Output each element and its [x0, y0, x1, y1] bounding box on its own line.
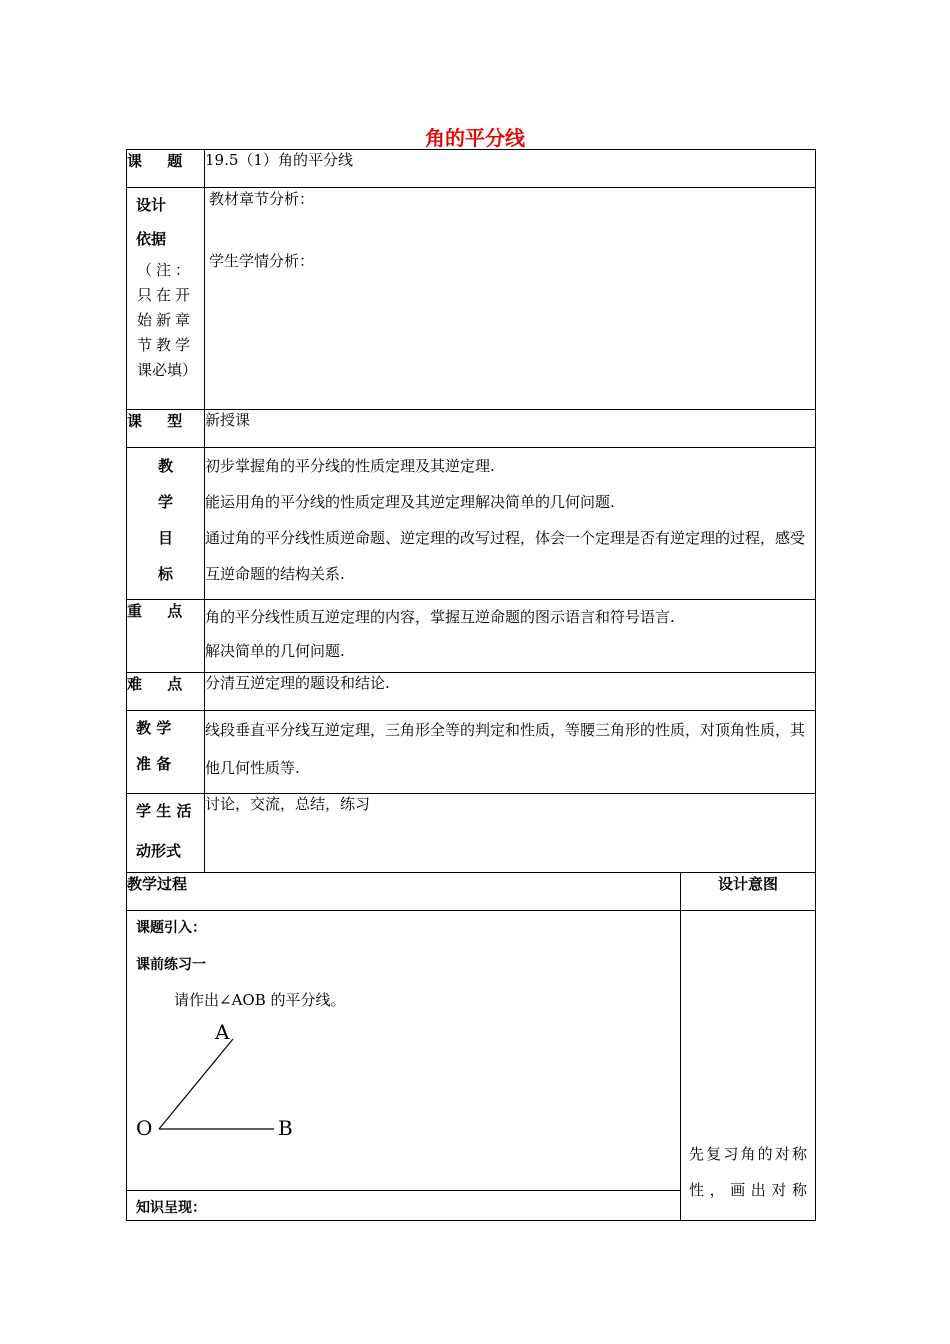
goal-item: 通过角的平分线性质逆命题、逆定理的改写过程，体会一个定理是否有逆定理的过程，感受互逆命题的结构关系.: [205, 529, 806, 583]
lesson-plan-table: [126, 149, 816, 1221]
angle-figure: [127, 911, 681, 1191]
difficulty-content: 分清互逆定理的题设和结论.: [205, 673, 816, 711]
difficulty-label: 难 点: [127, 673, 205, 711]
goals-label-char: 目: [157, 529, 173, 547]
goals-content: [205, 448, 816, 600]
row-prep: [127, 711, 816, 794]
basis-note: （注：只在开始新章节教学课必填）: [137, 261, 198, 379]
goals-label: [127, 448, 205, 600]
ray-oa: [159, 1039, 233, 1129]
label-b: B: [278, 1116, 293, 1140]
key-content: [205, 600, 816, 673]
key-item: 解决简单的几何问题.: [205, 642, 345, 660]
row-process-header: [127, 873, 816, 911]
prep-label-cell: [127, 711, 205, 794]
label-a: A: [215, 1020, 230, 1044]
goal-item: 能运用角的平分线的性质定理及其逆定理解决简单的几何问题.: [205, 493, 615, 511]
type-label: 课 型: [127, 410, 205, 448]
basis-label-line1: 设计: [136, 196, 167, 214]
design-intent-text: 先复习角的对称性，画出对称: [689, 1145, 808, 1199]
process-header: 教学过程: [127, 873, 681, 911]
activity-label-cell: [127, 794, 205, 873]
label-o: O: [136, 1116, 153, 1140]
practice-heading: 课前练习一: [136, 957, 206, 973]
textbook-analysis: 教材章节分析：: [209, 190, 315, 208]
basis-label-line2: 依据: [136, 230, 167, 248]
type-content: 新授课: [205, 410, 816, 448]
process-body: [127, 911, 681, 1221]
prep-label-line2: 准 备: [136, 755, 172, 773]
row-activity: [127, 794, 816, 873]
prep-content: 线段垂直平分线互逆定理，三角形全等的判定和性质，等腰三角形的性质，对顶角性质，其他几何性质等.: [205, 711, 816, 794]
page-title: 角的平分线: [425, 126, 525, 150]
basis-content: [205, 188, 816, 410]
student-analysis: 学生学情分析：: [209, 252, 315, 270]
row-process-body: [127, 911, 816, 1221]
key-label: 重 点: [127, 600, 205, 673]
activity-label-line2: 动形式: [136, 842, 182, 860]
activity-label-line1: 学 生 活: [136, 802, 192, 820]
prep-label-line1: 教 学: [136, 719, 172, 737]
design-intent-cell: [681, 911, 816, 1221]
row-key: [127, 600, 816, 673]
design-intent-header: 设计意图: [681, 873, 816, 911]
knowledge-heading: 知识呈现：: [127, 1190, 680, 1217]
topic-content: 19.5（1）角的平分线: [205, 150, 816, 188]
intro-heading: 课题引入：: [136, 920, 206, 936]
row-basis: [127, 188, 816, 410]
goals-label-char: 学: [157, 493, 173, 511]
row-goals: [127, 448, 816, 600]
practice-task: 请作出∠AOB 的平分线。: [174, 991, 346, 1009]
goal-item: 初步掌握角的平分线的性质定理及其逆定理.: [205, 457, 495, 475]
row-topic: [127, 150, 816, 188]
topic-label: 课 题: [127, 150, 205, 188]
row-type: [127, 410, 816, 448]
row-difficulty: [127, 673, 816, 711]
basis-label-cell: [127, 188, 205, 410]
goals-label-char: 教: [157, 457, 173, 475]
key-item: 角的平分线性质互逆定理的内容，掌握互逆命题的图示语言和符号语言.: [205, 608, 675, 626]
activity-content: 讨论，交流，总结，练习: [205, 794, 816, 873]
goals-label-char: 标: [157, 565, 173, 583]
